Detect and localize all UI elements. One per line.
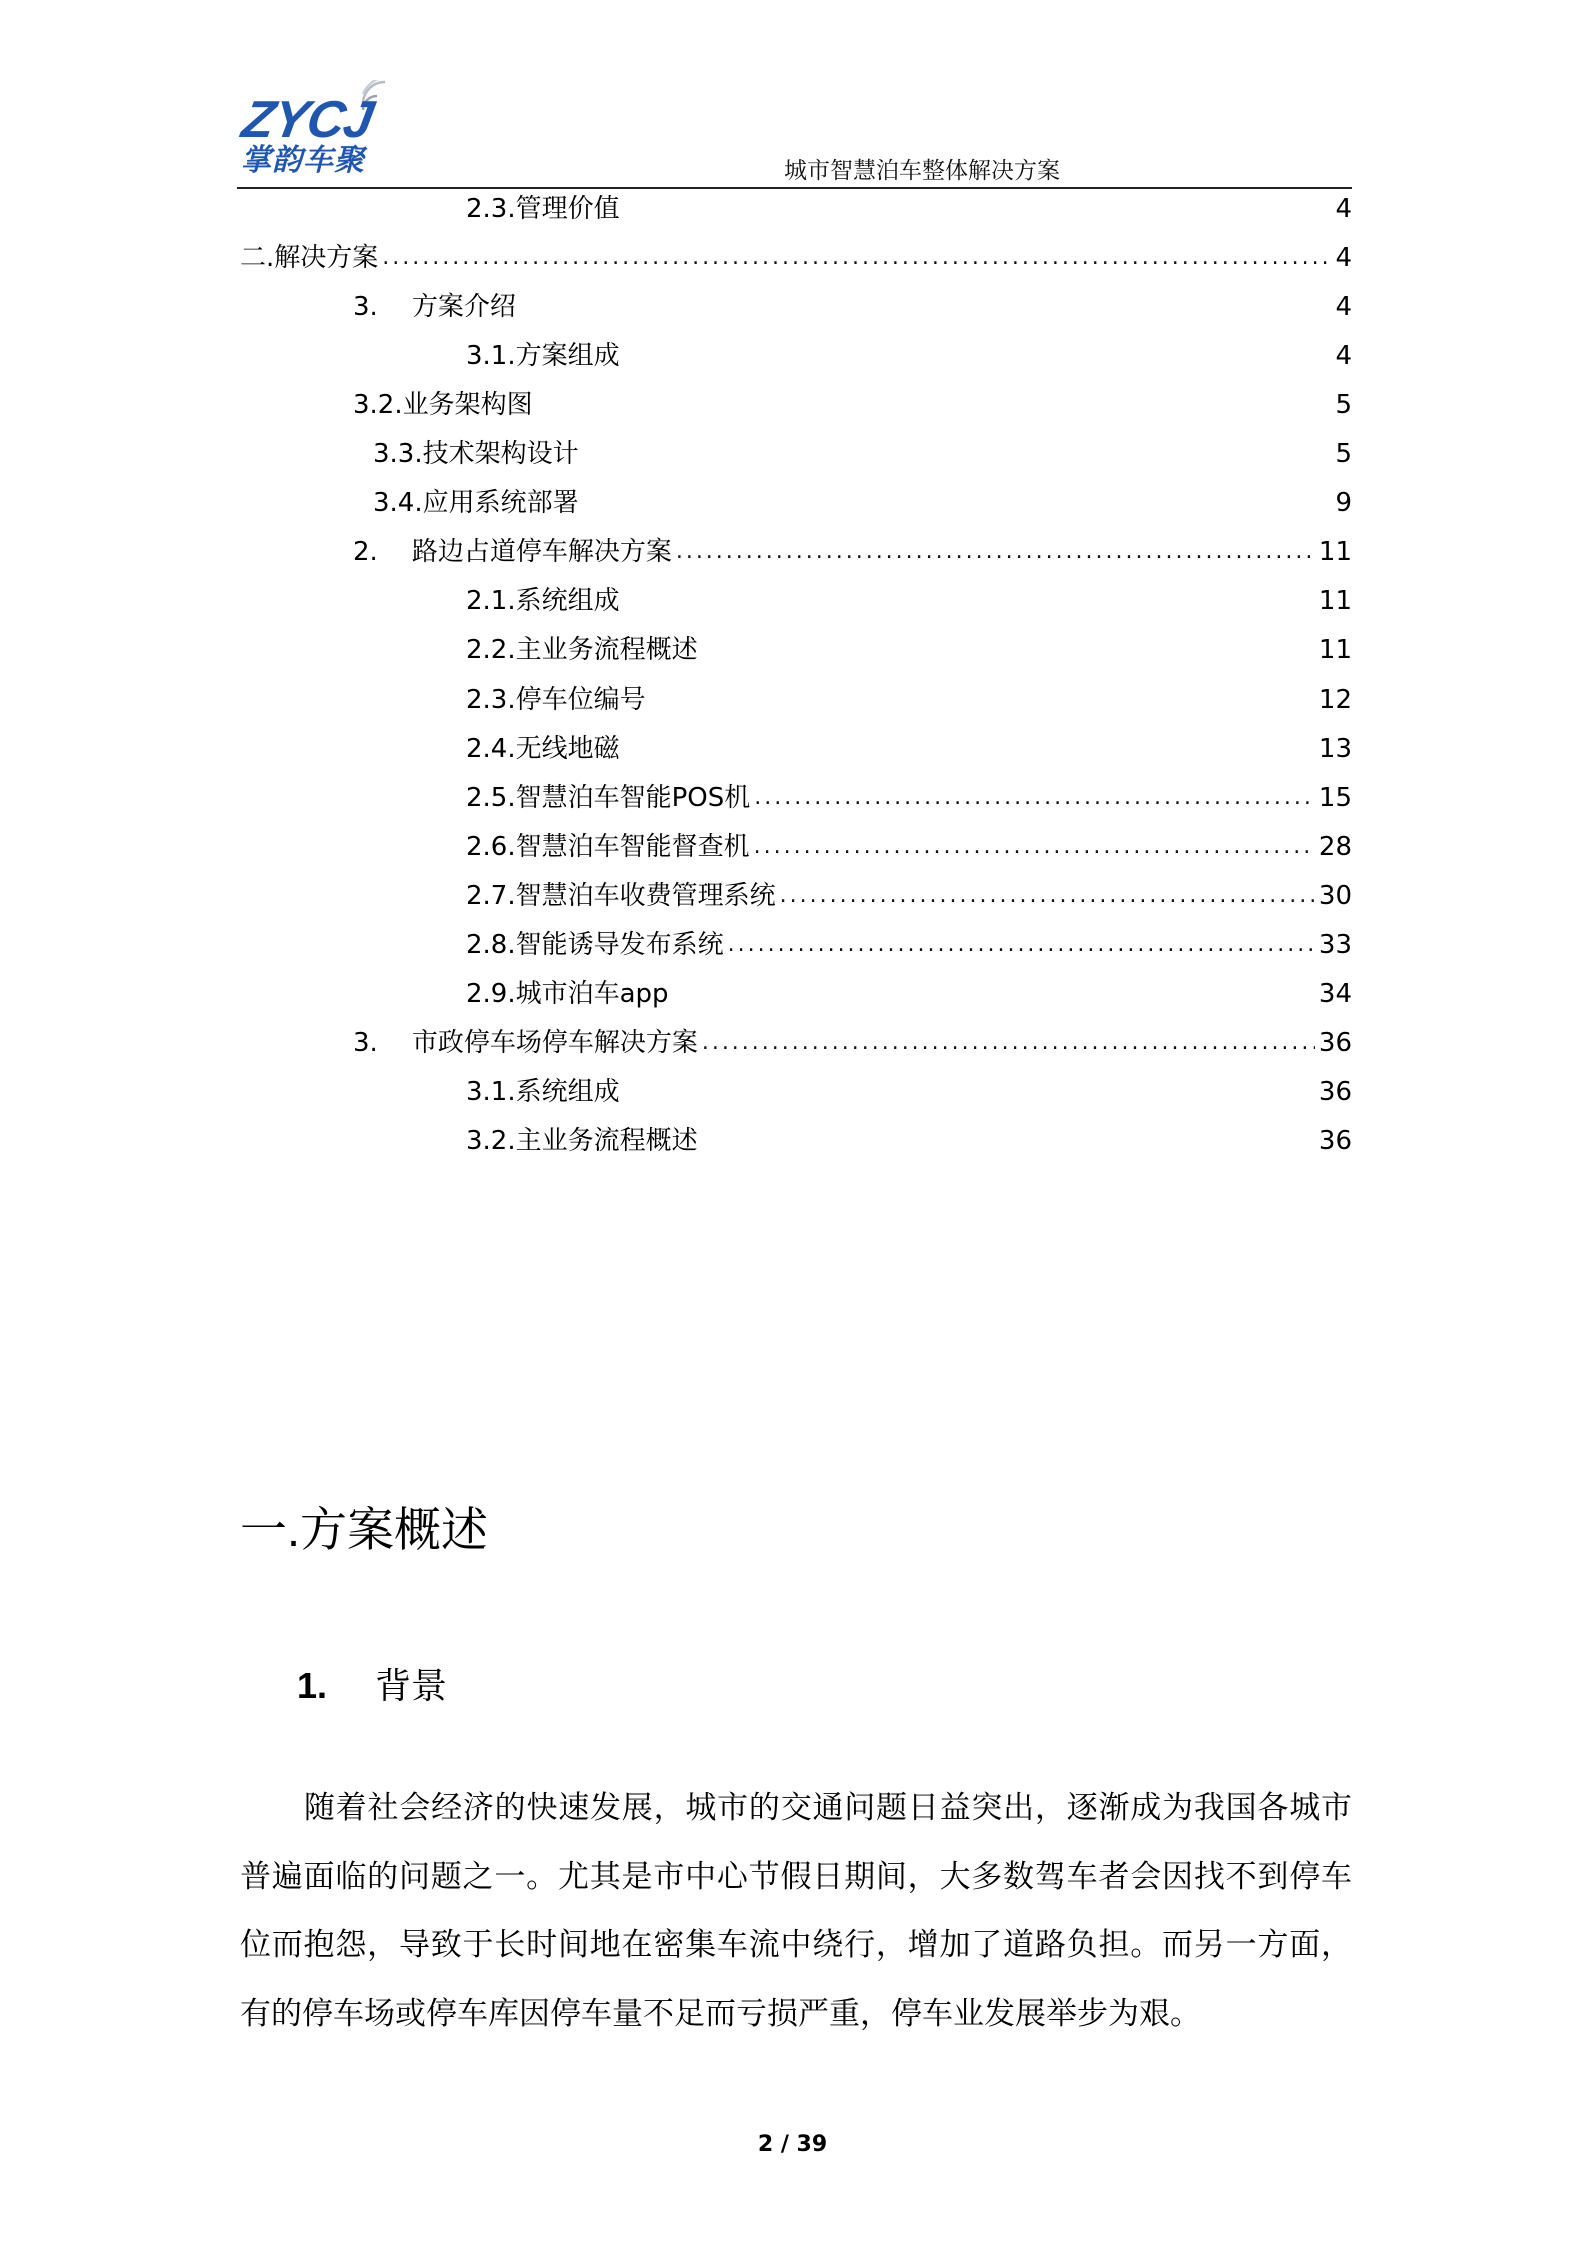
toc-entry-page: 13 — [1318, 733, 1352, 764]
toc-entry-number: 2.2. — [466, 635, 516, 666]
toc-entry-label: 主业务流程概述 — [515, 635, 698, 666]
toc-entry[interactable] — [240, 238, 1352, 278]
toc-entry-label: 智慧泊车收费管理系统 — [515, 880, 776, 911]
toc-entry[interactable] — [466, 925, 1352, 965]
subsection-heading — [297, 1660, 447, 1712]
toc-entry-label: 方案组成 — [515, 341, 620, 372]
toc-entry-label: 应用系统部署 — [422, 488, 579, 519]
toc-entry[interactable] — [466, 876, 1352, 916]
toc-entry-number: 2.4. — [466, 733, 516, 764]
toc-entry[interactable] — [373, 434, 1352, 474]
toc-entry[interactable] — [466, 189, 1352, 229]
toc-entry[interactable] — [466, 630, 1352, 670]
toc-entry-number: 3.2. — [466, 1125, 516, 1156]
toc-entry-page: 12 — [1318, 684, 1352, 715]
document-header-title: 城市智慧泊车整体解决方案 — [784, 158, 1060, 184]
logo-mark: ZYCJ — [237, 91, 378, 149]
toc-entry-page: 11 — [1318, 586, 1352, 617]
body-paragraph: 随着社会经济的快速发展，城市的交通问题日益突出，逐渐成为我国各城市普遍面临的问题之一。尤其是市中心节假日期间，大多数驾车者会因找不到停车位而抱怨，导致于长时间地在密集车流中绕行，增加了道路负担。而另一方面，有的停车场或停车库因停车量不足而亏损严重，停车业发展举步为艰。 — [240, 1790, 1352, 2032]
toc-entry-label: 管理价值 — [515, 194, 620, 224]
toc-entry-number: 2.1. — [466, 586, 516, 617]
toc-entry-number: 3. — [353, 292, 378, 323]
section-heading: 一.方案概述 — [240, 1503, 489, 1556]
toc-entry-number: 2.3. — [466, 684, 516, 715]
toc-entry-label: 系统组成 — [515, 586, 620, 617]
toc-entry-number: 2.6. — [466, 831, 516, 862]
toc-entry-number: 二. — [240, 243, 275, 274]
toc-entry-number: 3.2. — [353, 390, 403, 421]
toc-entry[interactable] — [466, 974, 1352, 1014]
toc-entry-page: 36 — [1318, 1125, 1352, 1156]
toc-dot-leader — [702, 1023, 1315, 1063]
toc-entry-page: 34 — [1318, 978, 1352, 1009]
toc-entry-label: 系统组成 — [515, 1076, 620, 1107]
toc-entry-page: 4 — [1335, 292, 1352, 323]
toc-entry-number: 3. — [353, 1027, 378, 1058]
toc-entry-number: 3.3. — [373, 439, 423, 470]
toc-entry-label: 无线地磁 — [515, 733, 620, 764]
toc-entry-label: 主业务流程概述 — [515, 1125, 698, 1156]
toc-entry-number: 2.5. — [466, 782, 516, 813]
toc-entry-page: 15 — [1318, 782, 1352, 813]
toc-dot-leader — [676, 532, 1315, 572]
toc-entry-number: 2.7. — [466, 880, 516, 911]
toc-entry-page: 36 — [1318, 1027, 1352, 1058]
toc-entry-label: 解决方案 — [274, 243, 379, 274]
toc-entry-number: 3.1. — [466, 1076, 516, 1107]
logo-chinese-name: 掌韵车聚 — [241, 143, 365, 178]
toc-entry-page: 4 — [1335, 243, 1352, 274]
toc-entry-label: 停车位编号 — [515, 684, 646, 715]
toc-dot-leader — [382, 238, 1331, 278]
toc-entry[interactable] — [466, 1072, 1352, 1112]
toc-entry-page: 33 — [1318, 929, 1352, 960]
toc-entry[interactable] — [466, 336, 1352, 376]
toc-entry[interactable] — [466, 778, 1352, 818]
toc-entry-number: 2. — [353, 537, 378, 568]
toc-dot-leader — [728, 925, 1315, 965]
toc-entry-page: 5 — [1335, 390, 1352, 421]
toc-entry[interactable] — [353, 287, 1352, 327]
subsection-title: 背景 — [375, 1665, 448, 1706]
toc-entry[interactable] — [353, 1023, 1352, 1063]
toc-entry-page: 28 — [1318, 831, 1352, 862]
toc-entry-label: 智慧泊车智能POS机 — [515, 782, 751, 813]
toc-entry-number: 2.3. — [466, 194, 516, 224]
toc-dot-leader — [780, 876, 1315, 916]
toc-entry[interactable] — [466, 680, 1352, 720]
toc-entry-page: 30 — [1318, 880, 1352, 911]
toc-entry-page: 36 — [1318, 1076, 1352, 1107]
company-logo — [237, 80, 407, 185]
toc-entry[interactable] — [466, 827, 1352, 867]
toc-entry-number: 3.1. — [466, 341, 516, 372]
toc-entry[interactable] — [466, 729, 1352, 769]
toc-entry-label: 市政停车场停车解决方案 — [411, 1027, 698, 1058]
toc-entry-label: 智能诱导发布系统 — [515, 929, 724, 960]
page-indicator: 2 / 39 — [757, 2132, 828, 2157]
toc-entry-label: 城市泊车app — [515, 978, 669, 1009]
toc-entry[interactable] — [373, 483, 1352, 523]
toc-entry-page: 5 — [1335, 439, 1352, 470]
toc-entry[interactable] — [353, 532, 1352, 572]
toc-dot-leader — [754, 827, 1315, 867]
toc-entry-label: 业务架构图 — [402, 390, 533, 421]
toc-entry-page: 4 — [1335, 194, 1352, 224]
toc-entry-number: 2.8. — [466, 929, 516, 960]
toc-entry-page: 4 — [1335, 341, 1352, 372]
toc-entry-page: 9 — [1335, 488, 1352, 519]
toc-entry[interactable] — [353, 385, 1352, 425]
subsection-number: 1. — [297, 1665, 328, 1706]
toc-entry-page: 11 — [1318, 635, 1352, 666]
toc-entry[interactable] — [466, 1121, 1352, 1161]
toc-entry-label: 方案介绍 — [411, 292, 516, 323]
toc-dot-leader — [754, 778, 1315, 818]
toc-entry-label: 智慧泊车智能督查机 — [515, 831, 750, 862]
toc-entry-page: 11 — [1318, 537, 1352, 568]
toc-entry-label: 技术架构设计 — [422, 439, 579, 470]
toc-entry-label: 路边占道停车解决方案 — [411, 537, 672, 568]
toc-entry[interactable] — [466, 581, 1352, 621]
toc-entry-number: 2.9. — [466, 978, 516, 1009]
toc-entry-number: 3.4. — [373, 488, 423, 519]
